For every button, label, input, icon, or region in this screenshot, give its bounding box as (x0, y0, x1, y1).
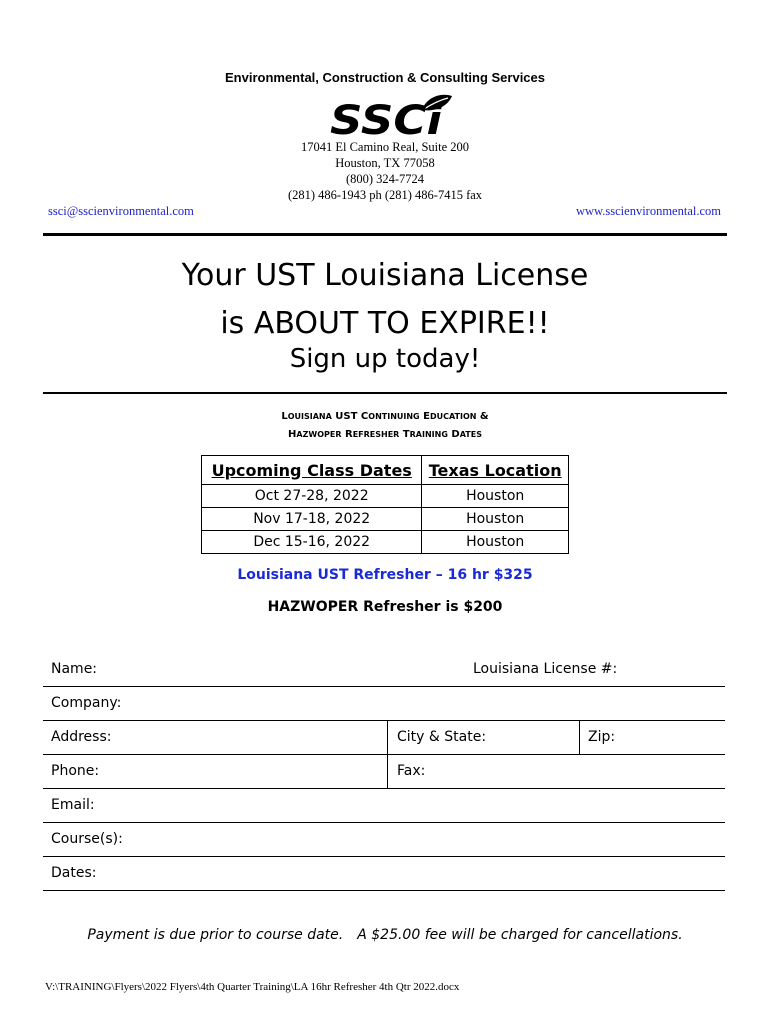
address-line: Houston, TX 77058 (335, 156, 435, 170)
license-label: Louisiana License #: (473, 661, 618, 677)
company-tagline: Environmental, Construction & Consulting Services (225, 70, 545, 85)
form-row-address[interactable] (43, 721, 725, 755)
form-row-name[interactable] (43, 653, 725, 687)
header-location: Texas Location (422, 456, 569, 485)
fax-label: Fax: (397, 763, 426, 779)
training-heading-line2: HAZWOPER REFRESHER TRAINING DATES (288, 429, 482, 440)
training-heading-line1: LOUISIANA UST CONTINUING EDUCATION & (281, 411, 489, 422)
phone-label: Phone: (51, 763, 100, 779)
name-label: Name: (51, 661, 98, 677)
class-date: Dec 15-16, 2022 (202, 531, 422, 554)
payment-due-text: Payment is due prior to course date. (87, 927, 344, 943)
signup-callout: Sign up today! (289, 344, 481, 374)
phone-line: (800) 324-7724 (345, 172, 425, 186)
section-divider (43, 392, 727, 394)
form-row-phone[interactable] (43, 755, 725, 789)
payment-note (0, 927, 770, 943)
class-location: Houston (422, 508, 569, 531)
table-row (202, 508, 569, 531)
email-link[interactable]: ssci@sscienvironmental.com (48, 204, 194, 218)
table-row (202, 531, 569, 554)
form-row-company[interactable] (43, 687, 725, 721)
city-state-label: City & State: (397, 729, 487, 745)
courses-label: Course(s): (51, 831, 123, 847)
headline-line1: Your UST Louisiana License (181, 258, 589, 293)
table-row (202, 485, 569, 508)
address-line: 17041 El Camino Real, Suite 200 (300, 140, 470, 154)
headline-line2: is ABOUT TO EXPIRE!! (220, 306, 550, 341)
dates-label: Dates: (51, 865, 97, 881)
form-row-email[interactable] (43, 789, 725, 823)
file-path-footer: V:\TRAINING\Flyers\2022 Flyers\4th Quarter Training\LA 16hr Refresher 4th Qtr 2022.docx (45, 981, 460, 993)
address-label: Address: (51, 729, 112, 745)
class-location: Houston (422, 531, 569, 554)
class-date: Oct 27-28, 2022 (202, 485, 422, 508)
ssci-logo (330, 94, 455, 138)
zip-label: Zip: (588, 729, 616, 745)
class-schedule-table (201, 455, 569, 554)
class-location: Houston (422, 485, 569, 508)
email-label: Email: (51, 797, 95, 813)
field-divider (387, 721, 388, 754)
logo-text: SSCi (330, 98, 444, 138)
company-label: Company: (51, 695, 122, 711)
company-address (0, 139, 770, 203)
hazwoper-refresher-price: HAZWOPER Refresher is $200 (267, 599, 503, 615)
field-divider (579, 721, 580, 754)
ust-refresher-price: Louisiana UST Refresher – 16 hr $325 (237, 567, 533, 583)
cancellation-fee-text: A $25.00 fee will be charged for cancellations. (357, 927, 683, 943)
table-header-row (202, 456, 569, 485)
phone-fax-line: (281) 486-1943 ph (281) 486-7415 fax (287, 188, 483, 202)
field-divider (387, 755, 388, 788)
header-divider (43, 233, 727, 236)
headline (0, 252, 770, 348)
registration-form (43, 653, 725, 891)
training-dates-heading (0, 408, 770, 444)
form-row-courses[interactable] (43, 823, 725, 857)
header-class-dates: Upcoming Class Dates (202, 456, 422, 485)
form-row-dates[interactable] (43, 857, 725, 891)
class-date: Nov 17-18, 2022 (202, 508, 422, 531)
website-link[interactable]: www.sscienvironmental.com (576, 204, 721, 218)
